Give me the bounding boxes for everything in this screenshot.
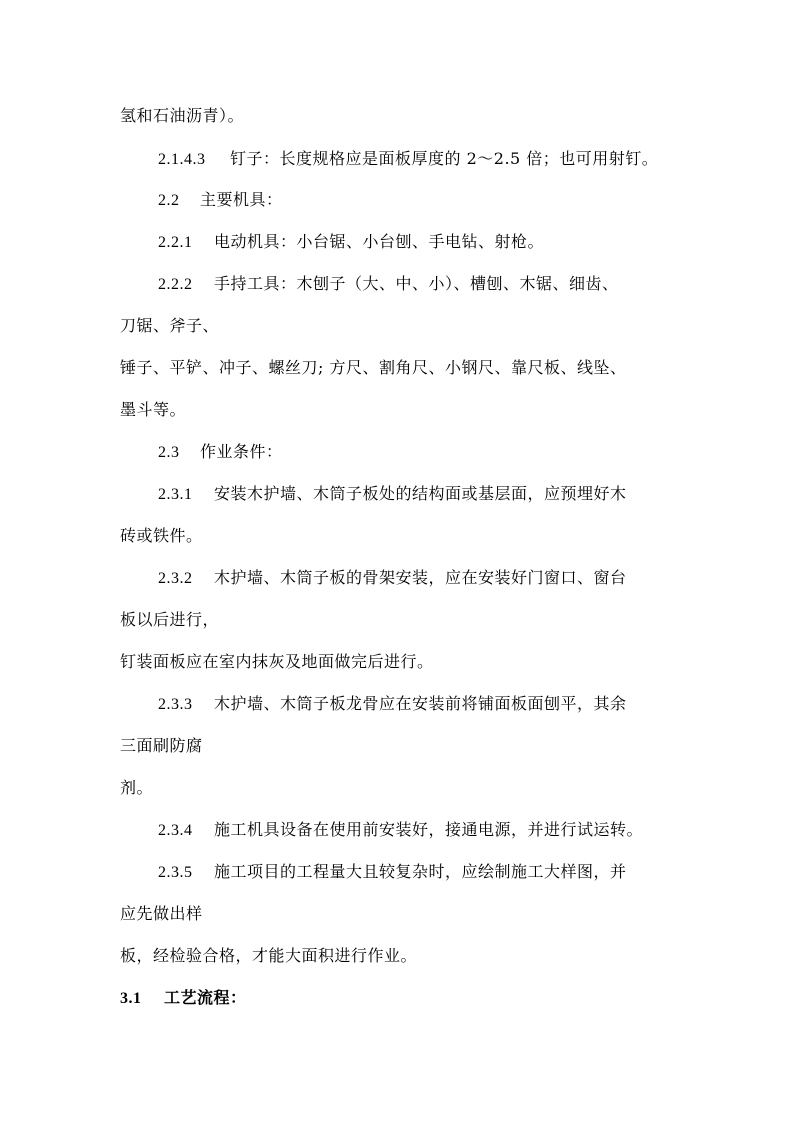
- section-number: 2.2: [158, 192, 180, 209]
- line-text: 钉子：长度规格应是面板厚度的 2～2.5 倍；也可用射钉。: [230, 149, 659, 168]
- text-line: [120, 946, 417, 966]
- section-number: 2.3.3: [158, 696, 193, 713]
- line-text: 木护墙、木筒子板的骨架安装，应在安装好门窗口、窗台: [214, 568, 627, 587]
- text-line: [120, 736, 203, 756]
- line-text: 氢和石油沥青）。: [120, 106, 245, 125]
- section-number: 2.3.4: [158, 822, 193, 839]
- section-number: 2.3.5: [158, 864, 193, 881]
- line-text: 工艺流程：: [164, 988, 247, 1007]
- text-line: [158, 820, 643, 841]
- section-heading: [120, 988, 247, 1009]
- text-line: [120, 358, 626, 378]
- text-line: [158, 149, 658, 170]
- section-number: 2.3: [158, 444, 180, 461]
- line-text: 手持工具：木刨子（大、中、小）、槽刨、木锯、细齿、: [214, 274, 619, 293]
- line-text: 剂。: [120, 778, 154, 797]
- line-text: 主要机具：: [200, 190, 283, 209]
- section-number: 2.2.1: [158, 234, 193, 251]
- text-line: [158, 484, 627, 505]
- text-line: [158, 232, 544, 253]
- section-number: 2.1.4.3: [158, 151, 206, 168]
- line-text: 应先做出样: [120, 904, 203, 923]
- text-line: [120, 610, 219, 630]
- text-line: [120, 652, 434, 672]
- line-text: 木护墙、木筒子板龙骨应在安装前将铺面板面刨平，其余: [214, 694, 627, 713]
- text-line: [158, 694, 627, 715]
- section-number: 3.1: [120, 990, 142, 1007]
- text-line: [158, 568, 627, 589]
- line-text: 作业条件：: [200, 442, 283, 461]
- text-line: [120, 400, 186, 420]
- text-line: [120, 904, 203, 924]
- line-text: 锤子、平铲、冲子、螺丝刀; 方尺、割角尺、小钢尺、靠尺板、线坠、: [120, 358, 627, 377]
- line-text: 电动机具：小台锯、小台刨、手电钻、射枪。: [214, 232, 545, 251]
- line-text: 砖或铁件。: [120, 526, 203, 545]
- section-number: 2.3.1: [158, 486, 193, 503]
- line-text: 墨斗等。: [120, 400, 187, 419]
- section-number: 2.2.2: [158, 276, 193, 293]
- text-line: [158, 442, 283, 463]
- line-text: 安装木护墙、木筒子板处的结构面或基层面，应预埋好木: [214, 484, 627, 503]
- line-text: 刀锯、斧子、: [120, 316, 220, 335]
- line-text: 三面刷防腐: [120, 736, 203, 755]
- text-line: [120, 316, 219, 336]
- text-line: [158, 190, 283, 211]
- line-text: 施工项目的工程量大且较复杂时，应绘制施工大样图，并: [214, 862, 627, 881]
- text-line: [158, 274, 619, 295]
- line-text: 施工机具设备在使用前安装好，接通电源，并进行试运转。: [214, 820, 644, 839]
- line-text: 板以后进行，: [120, 610, 220, 629]
- line-text: 板，经检验合格，才能大面积进行作业。: [120, 946, 418, 965]
- text-line: [120, 106, 244, 126]
- line-text: 钉装面板应在室内抹灰及地面做完后进行。: [120, 652, 434, 671]
- text-line: [120, 778, 153, 798]
- text-line: [158, 862, 627, 883]
- section-number: 2.3.2: [158, 570, 193, 587]
- text-line: [120, 526, 203, 546]
